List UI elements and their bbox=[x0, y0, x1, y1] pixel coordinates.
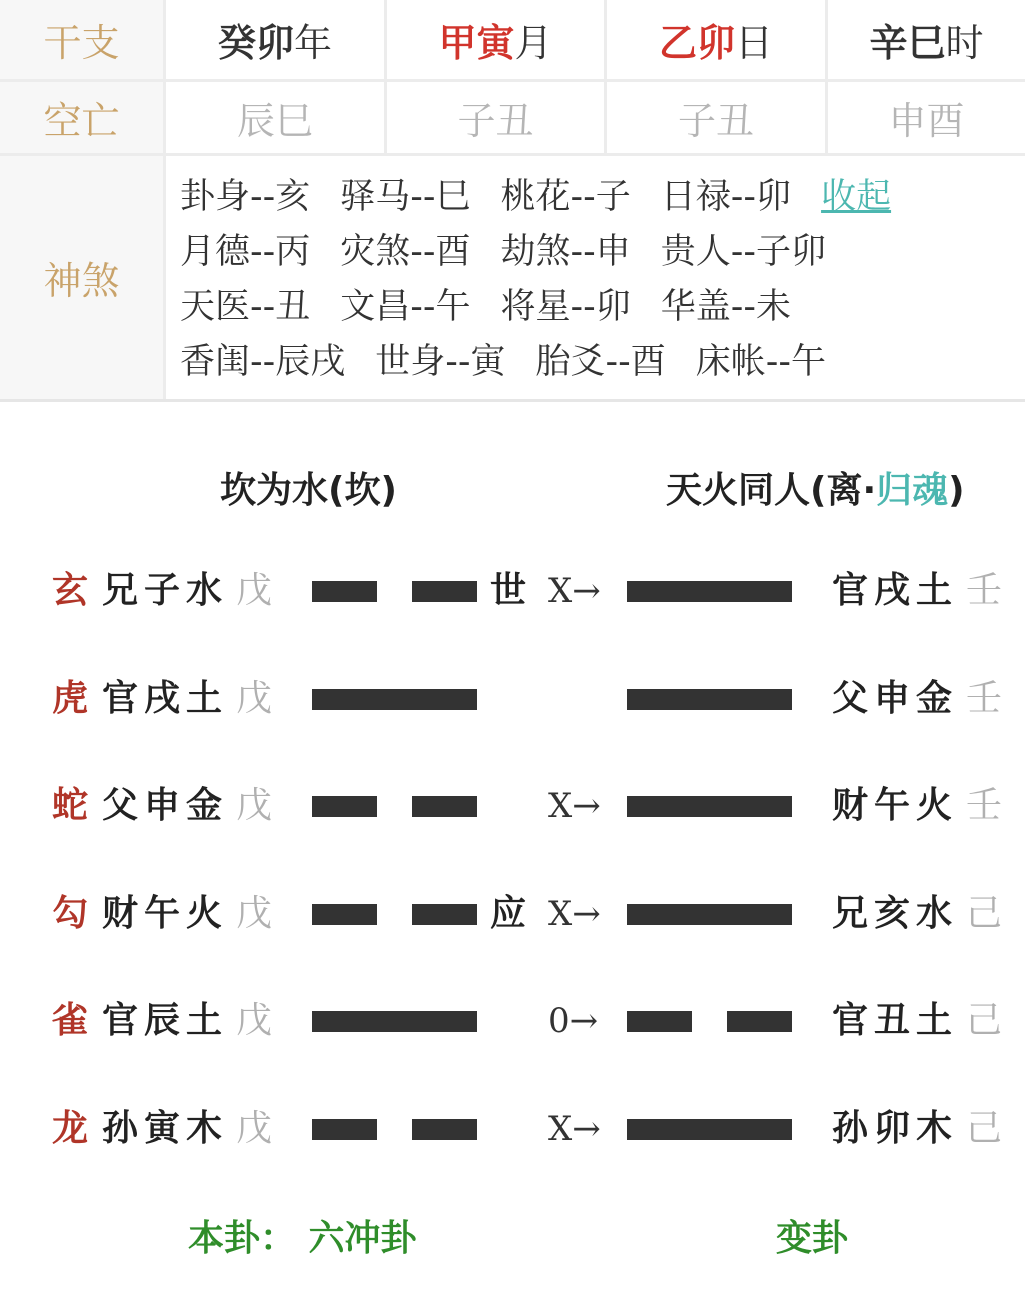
yao-row bbox=[0, 669, 1025, 729]
shi-ying-mark: 应 bbox=[490, 892, 527, 934]
shensha-item: 香闺--辰戌 bbox=[180, 342, 346, 382]
day-suffix: 日 bbox=[735, 21, 774, 65]
six-beast: 蛇 bbox=[52, 785, 89, 826]
changed-yao-stem: 己 bbox=[966, 1000, 1003, 1041]
changed-yang-line bbox=[627, 904, 792, 925]
shensha-item: 驿马--巳 bbox=[340, 177, 471, 217]
changed-yao-stem: 壬 bbox=[966, 570, 1003, 611]
changed-yao-relation: 孙卯木 bbox=[832, 1107, 959, 1149]
shi-ying-mark: 世 bbox=[490, 570, 527, 611]
changed-yao-relation: 父申金 bbox=[832, 677, 959, 719]
kongwang-hour: 申酉 bbox=[888, 99, 965, 143]
kongwang-row bbox=[0, 82, 1025, 156]
moving-mark: X→ bbox=[548, 786, 601, 826]
six-beast: 虎 bbox=[52, 677, 89, 719]
yao-stem: 戊 bbox=[236, 785, 273, 826]
shensha-item: 月德--丙 bbox=[180, 232, 311, 272]
changed-yao-relation: 兄亥水 bbox=[832, 892, 959, 934]
yao-stem: 戊 bbox=[236, 677, 273, 719]
six-beast: 龙 bbox=[52, 1107, 89, 1149]
yao-stem: 戊 bbox=[236, 570, 273, 611]
shensha-item: 将星--卯 bbox=[500, 287, 631, 327]
main-hexagram-caption: 本卦： 六冲卦 bbox=[188, 1218, 417, 1259]
day-ganzhi: 乙卯 bbox=[658, 21, 735, 65]
changed-yin-segment bbox=[727, 1011, 792, 1032]
yao-row bbox=[0, 776, 1025, 836]
month-pillar bbox=[387, 0, 607, 79]
shensha-line bbox=[180, 225, 1025, 280]
hexagram-panel bbox=[0, 400, 1025, 1300]
shensha-line bbox=[180, 335, 1025, 390]
month-suffix: 月 bbox=[514, 21, 553, 65]
shensha-item: 床帐--午 bbox=[695, 342, 827, 382]
yao-stem: 戊 bbox=[236, 1107, 273, 1149]
yao-row bbox=[0, 561, 1025, 621]
changed-yang-line bbox=[627, 689, 792, 710]
changed-yin-segment bbox=[627, 1011, 692, 1032]
changed-hexagram-title bbox=[666, 462, 965, 513]
shensha-item: 劫煞--申 bbox=[500, 232, 631, 272]
main-yin-segment bbox=[312, 581, 377, 602]
shensha-item: 贵人--子卯 bbox=[660, 232, 827, 272]
day-pillar bbox=[607, 0, 828, 79]
changed-yao-relation: 官戌土 bbox=[832, 570, 959, 611]
moving-mark: X→ bbox=[548, 893, 601, 934]
shensha-item: 胎爻--酉 bbox=[535, 342, 666, 382]
shensha-item: 华盖--未 bbox=[660, 287, 792, 327]
shensha-item: 灾煞--酉 bbox=[340, 232, 471, 272]
main-yang-line bbox=[312, 1011, 477, 1032]
shensha-item: 世身--寅 bbox=[375, 342, 506, 382]
year-suffix: 年 bbox=[294, 21, 333, 65]
yao-relation: 孙寅木 bbox=[102, 1107, 229, 1149]
changed-yao-stem: 己 bbox=[966, 1107, 1003, 1149]
changed-yao-stem: 壬 bbox=[966, 785, 1003, 826]
shensha-item: 日禄--卯 bbox=[660, 177, 792, 217]
hour-pillar bbox=[828, 0, 1025, 79]
main-yin-segment bbox=[412, 581, 477, 602]
bazi-table bbox=[0, 0, 1025, 402]
yao-row bbox=[0, 991, 1025, 1051]
yao-stem: 戊 bbox=[236, 892, 273, 934]
six-beast: 雀 bbox=[52, 1000, 89, 1041]
moving-mark: 0→ bbox=[548, 1001, 599, 1041]
kongwang-month: 子丑 bbox=[387, 82, 607, 153]
changed-title-tag: 归魂 bbox=[876, 470, 949, 511]
yao-row bbox=[0, 884, 1025, 944]
main-hexagram-title: 坎为水(坎) bbox=[220, 470, 397, 511]
shensha-line bbox=[180, 280, 1025, 335]
year-pillar bbox=[166, 0, 387, 79]
kongwang-day: 子丑 bbox=[607, 82, 828, 153]
shensha-item: 天医--丑 bbox=[180, 287, 311, 327]
main-yin-segment bbox=[412, 796, 477, 817]
changed-yang-line bbox=[627, 796, 792, 817]
six-beast: 勾 bbox=[52, 892, 89, 934]
changed-yao-stem: 壬 bbox=[966, 677, 1003, 719]
changed-yao-relation: 财午火 bbox=[832, 785, 959, 826]
yao-relation: 兄子水 bbox=[102, 570, 229, 611]
main-yin-segment bbox=[312, 1119, 377, 1140]
shensha-label: 神煞 bbox=[0, 156, 166, 399]
shensha-item: 文昌--午 bbox=[340, 287, 471, 327]
month-ganzhi: 甲寅 bbox=[438, 21, 515, 65]
hour-ganzhi: 辛巳 bbox=[869, 21, 946, 65]
main-yang-line bbox=[312, 689, 477, 710]
yao-relation: 父申金 bbox=[102, 785, 229, 826]
main-yin-segment bbox=[412, 904, 477, 925]
six-beast: 玄 bbox=[52, 570, 89, 611]
moving-mark: X→ bbox=[548, 1108, 601, 1149]
collapse-link[interactable]: 收起 bbox=[821, 177, 892, 217]
main-yin-segment bbox=[312, 796, 377, 817]
changed-yao-stem: 己 bbox=[966, 892, 1003, 934]
main-yin-segment bbox=[312, 904, 377, 925]
changed-yao-relation: 官丑土 bbox=[832, 1000, 959, 1041]
shensha-line bbox=[180, 170, 1025, 225]
yao-stem: 戊 bbox=[236, 1000, 273, 1041]
year-ganzhi: 癸卯 bbox=[217, 21, 294, 65]
ganzhi-row bbox=[0, 0, 1025, 82]
ganzhi-label: 干支 bbox=[0, 0, 166, 79]
yao-relation: 官辰土 bbox=[102, 1000, 229, 1041]
changed-title-suffix: ) bbox=[948, 470, 965, 511]
hour-suffix: 时 bbox=[945, 21, 984, 65]
shensha-row bbox=[0, 156, 1025, 402]
changed-hexagram-caption: 变卦 bbox=[776, 1218, 849, 1259]
changed-yang-line bbox=[627, 581, 792, 602]
shensha-list bbox=[166, 156, 1025, 399]
shensha-item: 卦身--亥 bbox=[180, 177, 311, 217]
yao-relation: 财午火 bbox=[102, 892, 229, 934]
yao-row bbox=[0, 1099, 1025, 1159]
kongwang-label: 空亡 bbox=[0, 82, 166, 153]
kongwang-year: 辰巳 bbox=[166, 82, 387, 153]
yao-relation: 官戌土 bbox=[102, 677, 229, 719]
changed-title-prefix: 天火同人(离· bbox=[666, 470, 877, 511]
shensha-item: 桃花--子 bbox=[500, 177, 631, 217]
main-yin-segment bbox=[412, 1119, 477, 1140]
changed-yang-line bbox=[627, 1119, 792, 1140]
moving-mark: X→ bbox=[548, 571, 601, 611]
